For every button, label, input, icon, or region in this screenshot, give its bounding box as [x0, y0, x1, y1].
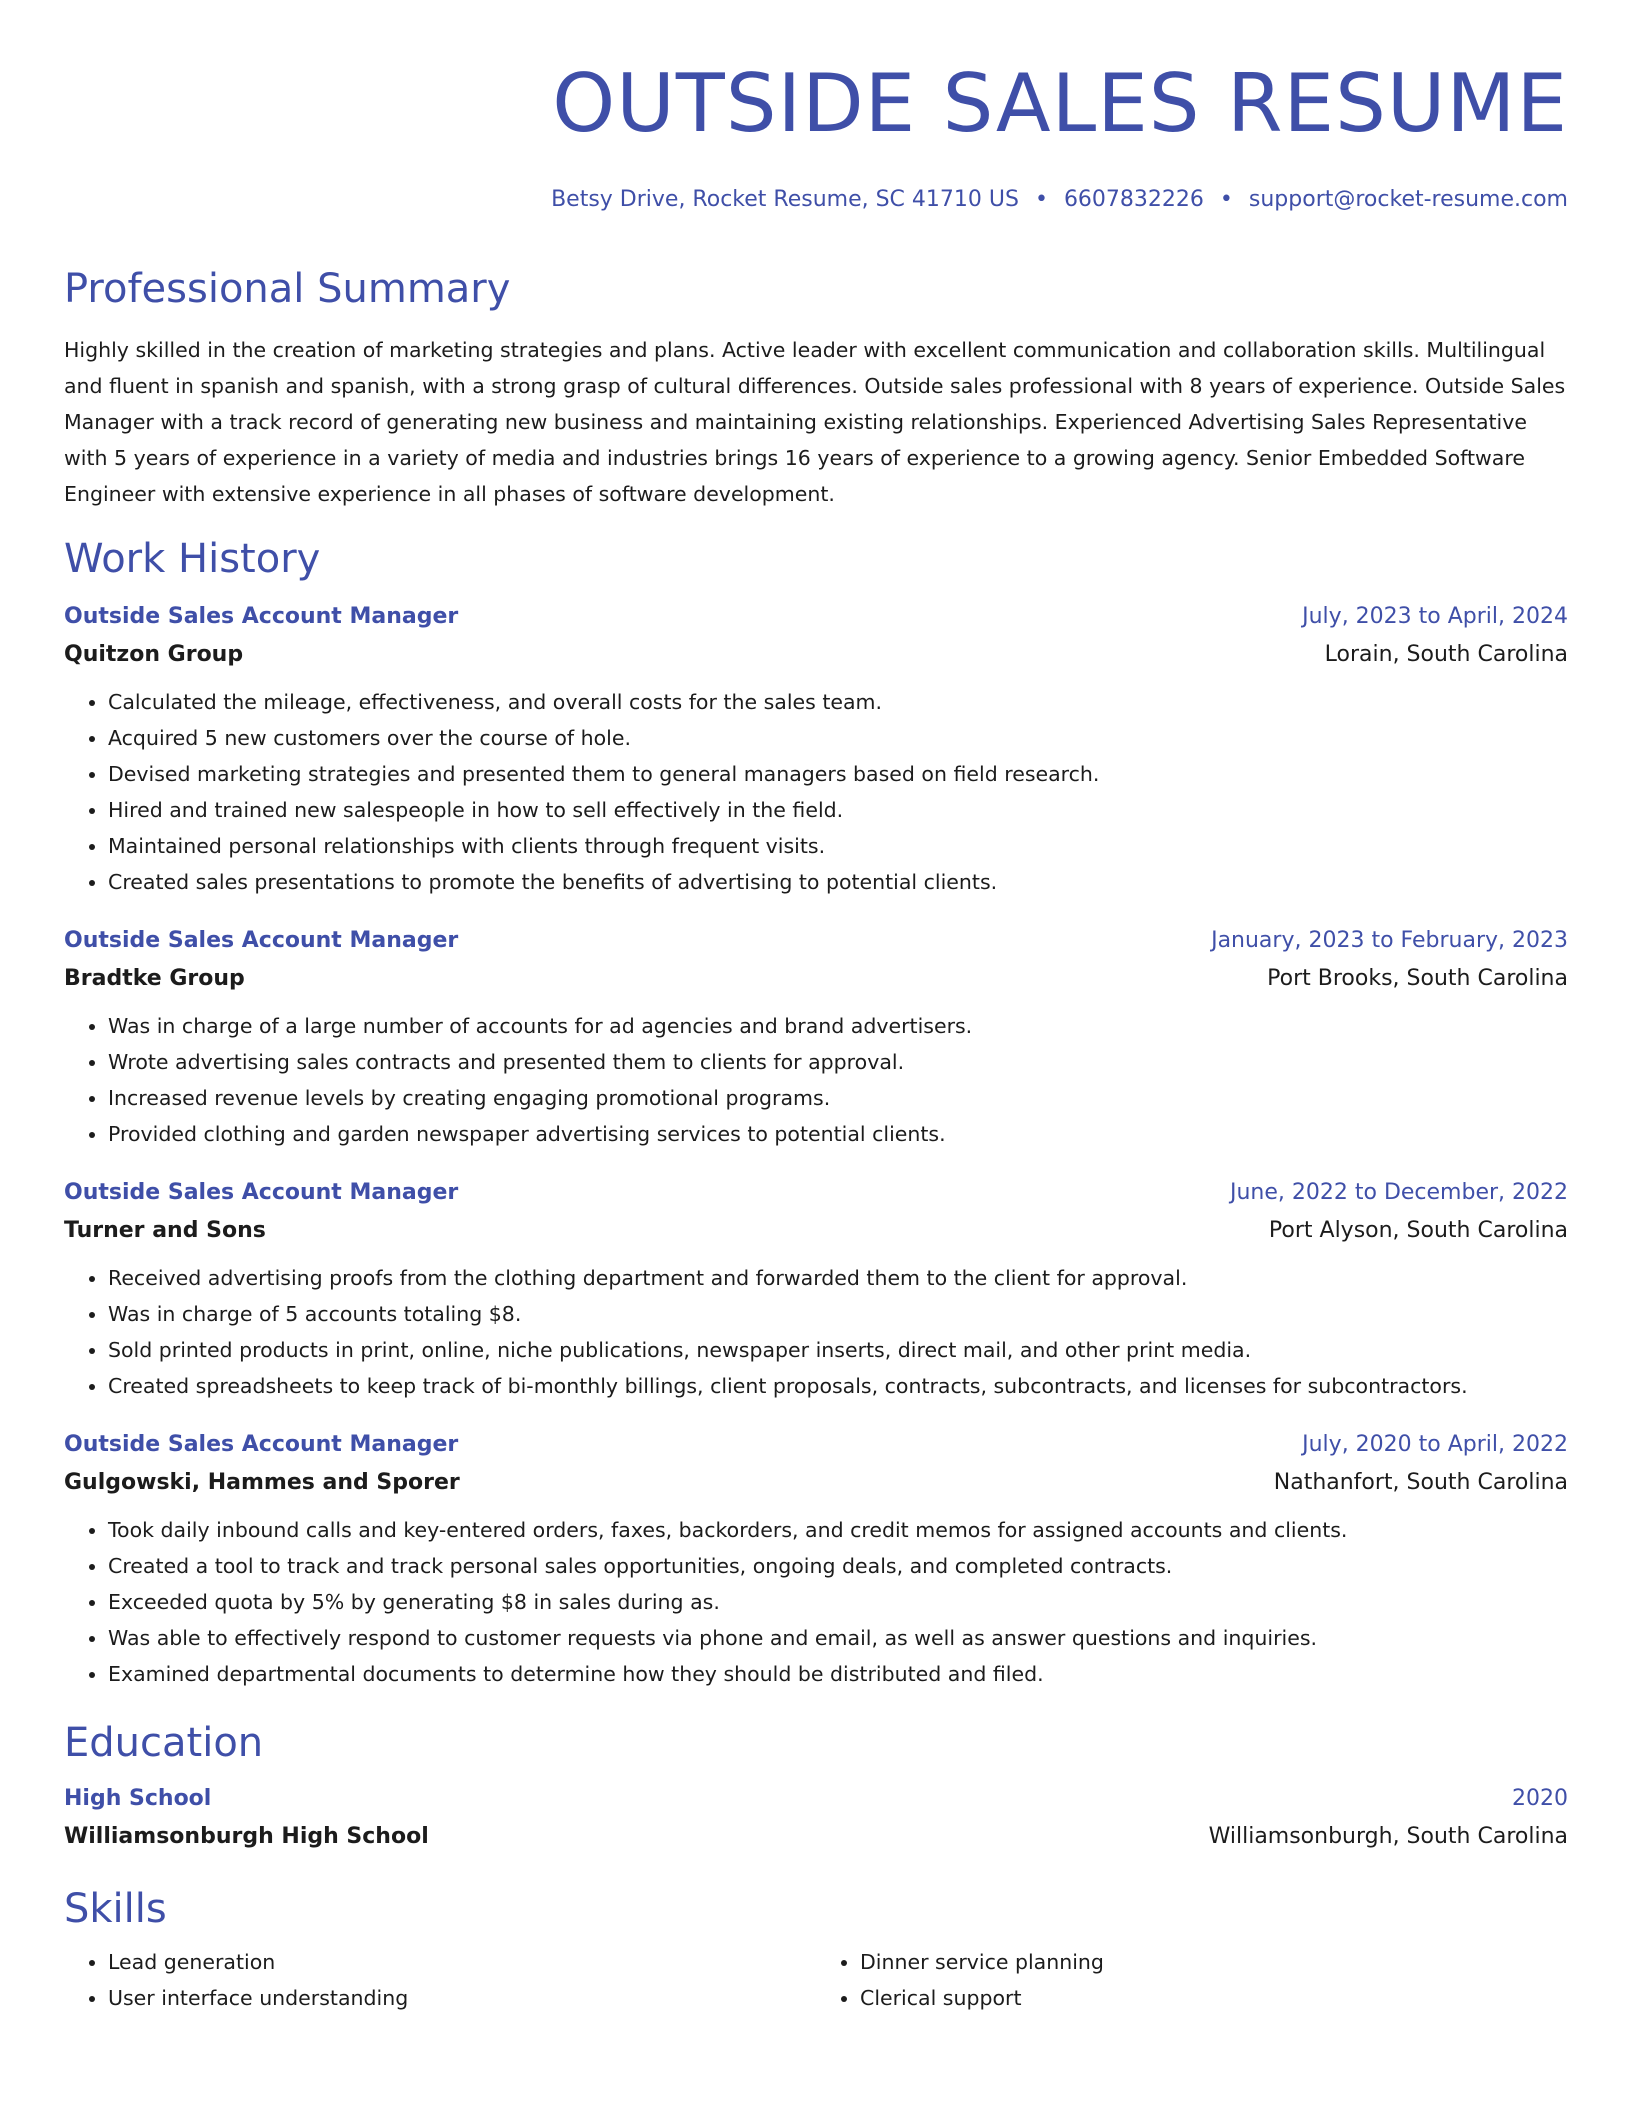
job-bullet: • Sold printed products in print, online, niche publications, newspaper inserts, direct mail, and other print media. [108, 1332, 1568, 1368]
job-bullets [64, 1512, 1568, 1692]
contact-address: Betsy Drive, Rocket Resume, SC 41710 US [551, 187, 1019, 212]
contact-separator: • [1219, 187, 1233, 212]
job-bullet: • Was able to effectively respond to customer requests via phone and email, as well as answer questions and inquiries. [108, 1620, 1568, 1656]
job-bullet: • Increased revenue levels by creating engaging promotional programs. [108, 1080, 1568, 1116]
contact-email: support@rocket-resume.com [1248, 187, 1568, 212]
job-dates: July, 2020 to April, 2022 [1302, 1432, 1568, 1457]
job-location: Lorain, South Carolina [1324, 642, 1568, 667]
job-entry [64, 922, 1568, 1152]
job-bullet: • Hired and trained new salespeople in how to sell effectively in the field. [108, 792, 1568, 828]
job-location: Port Alyson, South Carolina [1268, 1218, 1568, 1243]
job-bullet: • Was in charge of 5 accounts totaling $8. [108, 1296, 1568, 1332]
job-company: Bradtke Group [64, 966, 245, 991]
education-school: Williamsonburgh High School [64, 1824, 429, 1849]
job-position: Outside Sales Account Manager [64, 604, 459, 629]
job-company: Turner and Sons [64, 1218, 266, 1243]
job-position: Outside Sales Account Manager [64, 1180, 459, 1205]
skill-item: • User interface understanding [108, 1980, 816, 2016]
job-bullet: • Maintained personal relationships with clients through frequent visits. [108, 828, 1568, 864]
job-bullet: • Created spreadsheets to keep track of bi-monthly billings, client proposals, contracts, subcontracts, and licenses for subcontractors. [108, 1368, 1568, 1404]
job-bullet: • Wrote advertising sales contracts and presented them to clients for approval. [108, 1044, 1568, 1080]
job-bullet: • Created sales presentations to promote the benefits of advertising to potential clients. [108, 864, 1568, 900]
skill-item: • Lead generation [108, 1944, 816, 1980]
job-position: Outside Sales Account Manager [64, 928, 459, 953]
education-entry [64, 1780, 1568, 1856]
job-bullet: • Acquired 5 new customers over the course of hole. [108, 720, 1568, 756]
skills-column-right [816, 1944, 1568, 2016]
skills-heading: Skills [64, 1886, 167, 1932]
job-bullet: • Received advertising proofs from the clothing department and forwarded them to the client for approval. [108, 1260, 1568, 1296]
job-company: Quitzon Group [64, 642, 244, 667]
job-entry [64, 1174, 1568, 1404]
skill-item: • Clerical support [860, 1980, 1568, 2016]
contact-line [64, 184, 1568, 216]
job-entry [64, 1426, 1568, 1692]
contact-separator: • [1034, 187, 1048, 212]
job-location: Nathanfort, South Carolina [1273, 1470, 1568, 1495]
skills-column-left [64, 1944, 816, 2016]
job-dates: July, 2023 to April, 2024 [1302, 604, 1568, 629]
work-history-heading: Work History [64, 536, 321, 582]
job-bullet: • Created a tool to track and track personal sales opportunities, ongoing deals, and completed contracts. [108, 1548, 1568, 1584]
education-degree: High School [64, 1786, 212, 1811]
job-bullets [64, 1008, 1568, 1152]
job-company: Gulgowski, Hammes and Sporer [64, 1470, 460, 1495]
job-bullet: • Took daily inbound calls and key-entered orders, faxes, backorders, and credit memos for assigned accounts and clients. [108, 1512, 1568, 1548]
contact-phone: 6607832226 [1063, 187, 1204, 212]
skills-list [64, 1944, 1568, 2016]
skill-item: • Dinner service planning [860, 1944, 1568, 1980]
education-heading: Education [64, 1720, 264, 1766]
resume-title: OUTSIDE SALES RESUME [552, 57, 1568, 150]
education-year: 2020 [1512, 1786, 1568, 1811]
job-bullet: • Exceeded quota by 5% by generating $8 in sales during as. [108, 1584, 1568, 1620]
job-location: Port Brooks, South Carolina [1267, 966, 1568, 991]
job-bullet: • Was in charge of a large number of accounts for ad agencies and brand advertisers. [108, 1008, 1568, 1044]
job-dates: January, 2023 to February, 2023 [1211, 928, 1568, 953]
job-entry [64, 598, 1568, 900]
job-bullets [64, 1260, 1568, 1404]
job-bullet: • Devised marketing strategies and presented them to general managers based on field research. [108, 756, 1568, 792]
job-bullets [64, 684, 1568, 900]
job-bullet: • Examined departmental documents to determine how they should be distributed and filed. [108, 1656, 1568, 1692]
summary-heading: Professional Summary [64, 266, 511, 312]
education-location: Williamsonburgh, South Carolina [1208, 1824, 1568, 1849]
job-position: Outside Sales Account Manager [64, 1432, 459, 1457]
job-bullet: • Provided clothing and garden newspaper advertising services to potential clients. [108, 1116, 1568, 1152]
job-dates: June, 2022 to December, 2022 [1229, 1180, 1568, 1205]
summary-text: Highly skilled in the creation of marketing strategies and plans. Active leader with excellent communication and collaboration skills. Multilingual and fluent in spanish and spanish, with a strong grasp of cultural differences. Outside sales professional with 8 years of experience. Outside Sales Manager with a track record of generating new business and maintaining existing relationships. Experienced Advertising Sales Representative with 5 years of experience in a variety of media and industries brings 16 years of experience to a growing agency. Senior Embedded Software Engineer with extensive experience in all phases of software development. [64, 338, 1566, 506]
job-bullet: • Calculated the mileage, effectiveness, and overall costs for the sales team. [108, 684, 1568, 720]
resume-page [64, 0, 1568, 2016]
